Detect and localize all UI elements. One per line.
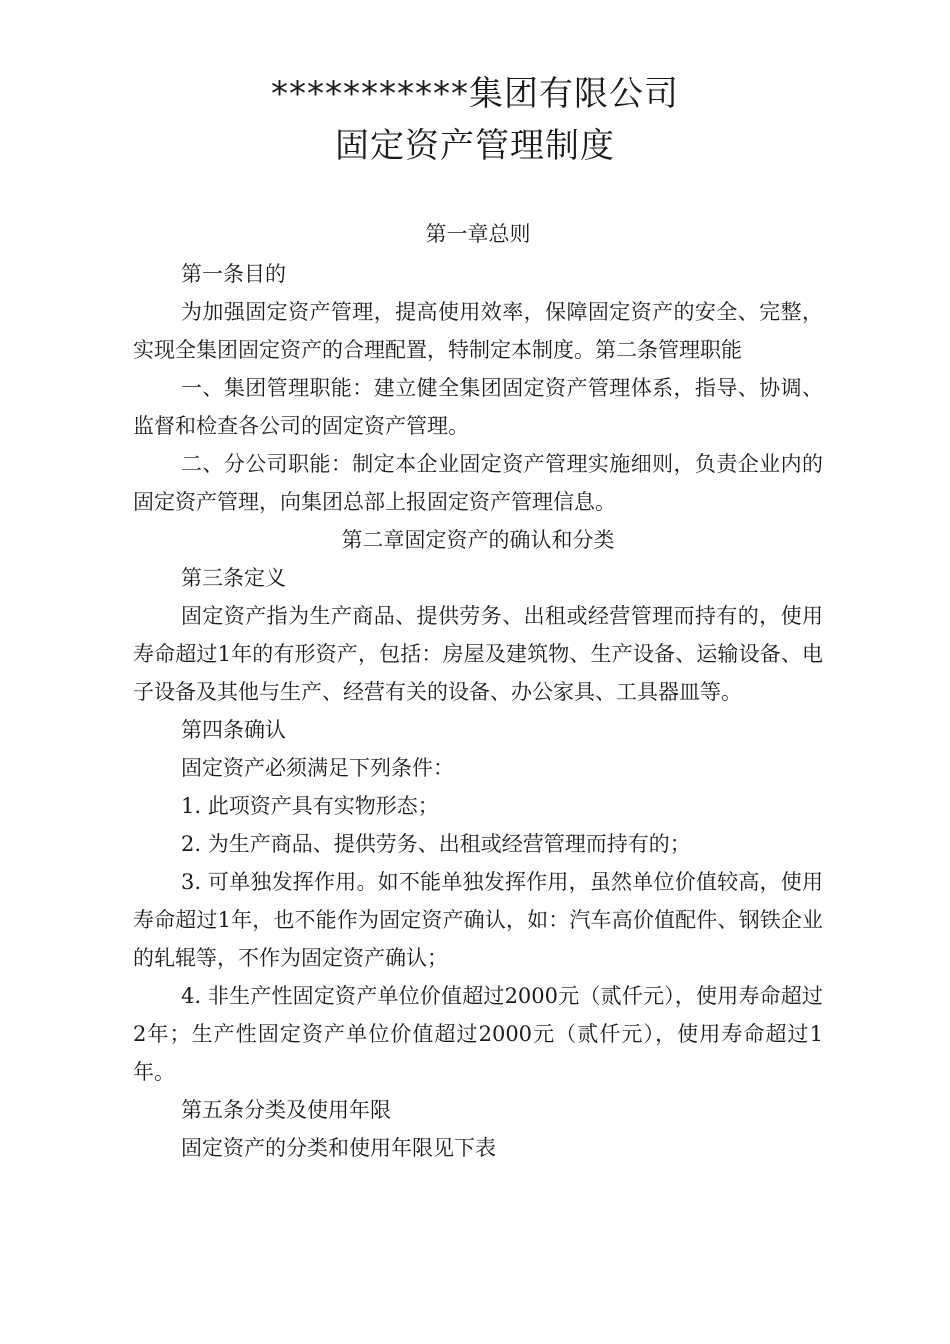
chapter-heading: 第二章固定资产的确认和分类 bbox=[341, 528, 615, 552]
paragraph: 固定资产的分类和使用年限见下表 bbox=[181, 1136, 496, 1160]
paragraph: 为加强固定资产管理，提高使用效率，保障固定资产的安全、完整，实现全集团固定资产的合理配置，特制定本制度。第二条管理职能 bbox=[133, 300, 823, 362]
paragraph: 二、分公司职能：制定本企业固定资产管理实施细则，负责企业内的固定资产管理，向集团总部上报固定资产管理信息。 bbox=[133, 452, 823, 514]
paragraph: 一、集团管理职能：建立健全集团固定资产管理体系，指导、协调、监督和检查各公司的固定资产管理。 bbox=[133, 376, 823, 438]
article-heading: 第五条分类及使用年限 bbox=[181, 1098, 391, 1122]
list-item: 1. 此项资产具有实物形态； bbox=[181, 794, 439, 818]
article-heading: 第四条确认 bbox=[181, 718, 286, 742]
document-title: 固定资产管理制度 bbox=[335, 126, 615, 166]
list-item: 2. 为生产商品、提供劳务、出租或经营管理而持有的； bbox=[181, 832, 691, 856]
list-item: 3. 可单独发挥作用。如不能单独发挥作用，虽然单位价值较高，使用寿命超过1年，也不能作为固定资产确认，如：汽车高价值配件、钢铁企业的轧辊等，不作为固定资产确认； bbox=[133, 870, 823, 970]
chapter-heading: 第一章总则 bbox=[425, 222, 531, 246]
paragraph: 固定资产必须满足下列条件： bbox=[181, 756, 454, 780]
article-heading: 第一条目的 bbox=[181, 262, 286, 286]
company-title: ***********集团有限公司 bbox=[271, 74, 679, 114]
document-body bbox=[133, 215, 823, 1167]
paragraph: 固定资产指为生产商品、提供劳务、出租或经营管理而持有的，使用寿命超过1年的有形资产，包括：房屋及建筑物、生产设备、运输设备、电子设备及其他与生产、经营有关的设备、办公家具、工具器皿等。 bbox=[133, 604, 823, 704]
article-heading: 第三条定义 bbox=[181, 566, 286, 590]
list-item: 4. 非生产性固定资产单位价值超过2000元（贰仟元），使用寿命超过2年；生产性固定资产单位价值超过2000元（贰仟元），使用寿命超过1年。 bbox=[133, 984, 823, 1084]
